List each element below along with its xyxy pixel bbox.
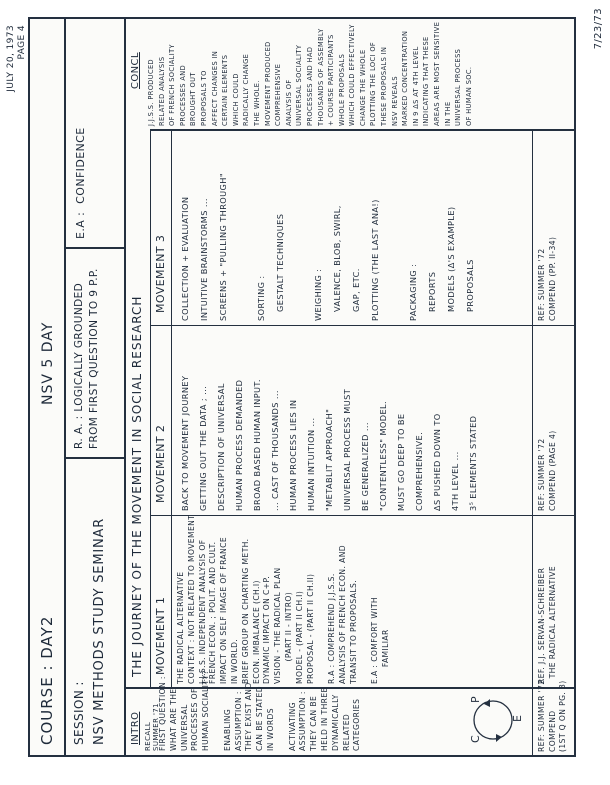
date-stamp-bottom: 7/23/73 — [593, 8, 604, 50]
movement-3-column — [150, 129, 576, 325]
ea-label: E.A : — [74, 211, 87, 239]
intro-body: FIRST QUESTION : WHAT ARE THE UNIVERSAL PROCESSES OF HUMAN SOCIALITY? ENABLING ASSUMPTION : THEY EXIST AND CAN BE STATED IN WORDS ACTIVATING ASSUMPTION : THEY CAN BE HELD IN THREE DYNAMICALLY RELATED CATEGORIES — [158, 670, 362, 751]
cycle-diagram — [464, 691, 522, 749]
content-grid — [124, 19, 576, 755]
movement-2-ref: REF: SUMMER '72 COMPEND (PAGE 4) — [537, 430, 557, 511]
divider — [64, 247, 124, 249]
session-name: NSV METHODS STUDY SEMINAR — [92, 517, 107, 745]
journey-title-bar — [124, 129, 151, 687]
movement-1-body: THE RADICAL ALTERNATIVE CONTEXT : NOT RELATED TO MOVEMENT J.J.S.S. INDEPENDENT ANALYSIS OF FRENCH ECON. ; POLIT. AND CULT. IMPACT ON SELF IMAGE OF FRANCE IN WORLD. BRIEF GROUP ON CHARTING METH. ECON. IMBALANCE (CH.I) DYNAMIC IMPACT ON C+P. VISION - THE RADICAL PLAN (PART II - INTRO) MODEL - (PART II CH.I) PROPOSAL - (PART II CH.II) R.A : COMPREHEND J.J.S.S. ANALYSIS OF FRENCH ECON. AND TRANSIT TO PROPOSALS. E.A : COMFORT WITH FAMILIAR — [176, 514, 391, 684]
cycle-label-c: C — [469, 735, 482, 743]
movement-3-heading: MOVEMENT 3 — [150, 129, 172, 325]
movement-1-ref: REF. J.J. SERVAN-SCHREIBER THE RADICAL ALTERNATIVE — [537, 565, 557, 684]
course-label: COURSE : DAY2 — [38, 615, 56, 745]
movement-1-heading: MOVEMENT 1 — [150, 515, 172, 687]
conclusion-column — [124, 19, 576, 129]
movement-3-body: COLLECTION + EVALUATION INTUITIVE BRAINSTORMS ... SCREENS + "PULLING THROUGH" SORTING : GESTALT TECHNIQUES WEIGHING : VALENCE, BLOB, SWIRL, GAP, ETC. PLOTTING (THE LAST ANA!) PACKAGING : REPORTS MODELS (Δ'S EXAMPLE) PROPOSALS — [180, 173, 475, 321]
session-row — [64, 19, 126, 755]
conclusion-body: J.J.S.S. PRODUCED RELATED ANALYSIS OF FRENCH SOCIALITY PROCESSES AND BROUGHT OUT PROPOSALS TO AFFECT CHANGES IN CERTAIN ELEMENTS WHICH COULD RADICALLY CHANGE THE WHOLE. MOVEMENT PRODUCED COMPREHENSIVE ANALYSIS OF UNIVERSAL SOCIALITY PROCESSES AND HAD THOUSANDS OF ASSEMBLY + COURSE PARTICIPANTS WHOLE PROPOSALS WHICH COULD EFFECTIVELY CHANGE THE WHOLE PLOTTING THE LOCI OF THESE PROPOSALS IN NSV REVEALS MARKED CONCENTRATION IN 9 ΔS AT 4TH LEVEL INDICATING THAT THESE AREAS ARE MOST SENSITIVE IN THE UNIVERSAL PROCESS OF HUMAN SOC. — [147, 21, 473, 126]
cycle-circle — [474, 701, 512, 739]
divider — [64, 457, 124, 459]
movement-3-ref: REF: SUMMER '72 COMPEND (PP. II-34) — [537, 236, 557, 321]
movement-2-column — [150, 325, 576, 515]
date-stamp-top: JULY 20, 1973 PAGE 4 — [6, 25, 27, 92]
session-label: SESSION : — [72, 681, 86, 745]
conclusion-heading: CONCL — [130, 52, 141, 89]
experiential-aim — [74, 127, 87, 239]
movement-1-column — [150, 515, 576, 687]
arrowhead — [496, 734, 502, 742]
cycle-label-p: P — [469, 696, 482, 703]
intro-heading: INTRO — [130, 711, 141, 745]
intro-ref: REF: SUMMER '72 COMPEND (1ST Q ON PG. 3) — [537, 679, 567, 752]
movement-2-ref-cell — [532, 325, 576, 515]
journey-title: THE JOURNEY OF THE MOVEMENT IN SOCIAL RESEARCH — [130, 295, 144, 677]
movement-2-body: BACK TO MOVEMENT JOURNEY GETTING OUT THE DATA ; ... DESCRIPTION OF UNIVERSAL HUMAN PROCESS DEMANDED BROAD BASED HUMAN INPUT. ... CAST OF THOUSANDS ... HUMAN PROCESS LIES IN HUMAN INTUITION ... "METABLIT APPROACH" UNIVERSAL PROCESS MUST BE GENERALIZED ... "CONTENTLESS" MODEL. MUST GO DEEP TO BE COMPREHENSIVE. ΔS PUSHED DOWN TO 4TH LEVEL ... 3⁵ ELEMENTS STATED — [180, 375, 478, 511]
intro-column — [124, 670, 576, 755]
day-title: NSV 5 DAY — [40, 321, 56, 405]
seminar-chart-frame — [6, 17, 576, 757]
movement-3-ref-cell — [532, 129, 576, 325]
movement-2-heading: MOVEMENT 2 — [150, 325, 172, 515]
recall-note: RECALL SUMMER '71 — [144, 703, 160, 751]
course-row — [6, 19, 66, 755]
movement-1-ref-cell — [532, 515, 576, 687]
rational-aim: R. A. : LOGICALLY GROUNDED FROM FIRST QUESTION TO 9 P.P. — [73, 268, 100, 449]
cycle-label-e: E — [511, 715, 524, 722]
intro-ref-cell — [532, 679, 576, 755]
ea-value: CONFIDENCE — [74, 127, 87, 204]
